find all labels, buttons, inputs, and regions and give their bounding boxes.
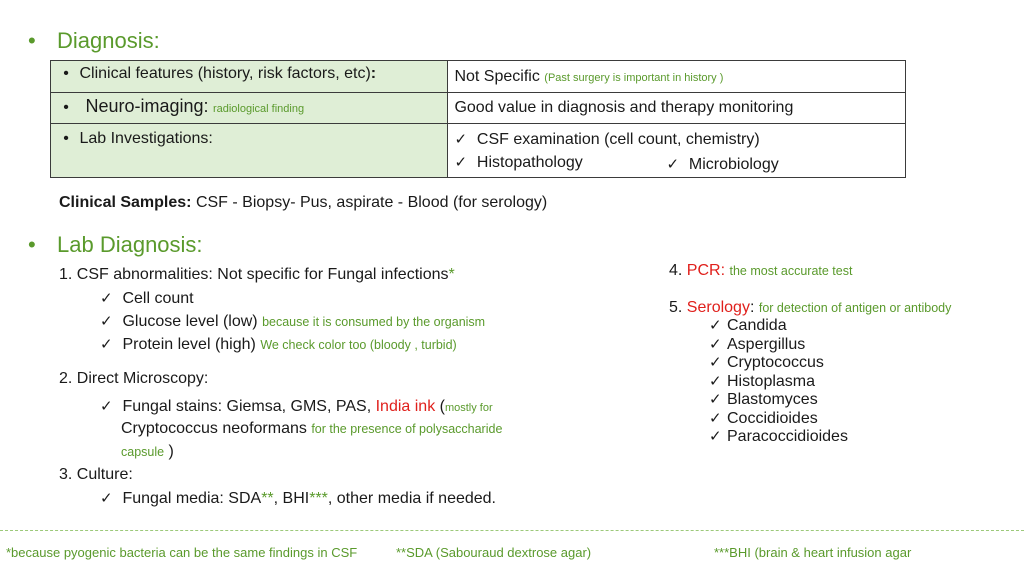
check-icon: ✓: [709, 391, 722, 408]
radiological-note: radiological finding: [212, 103, 305, 115]
protein-note: We check color too (bloody , turbid): [260, 338, 457, 352]
footer-divider: [0, 530, 1024, 531]
list-item: [709, 428, 848, 447]
clinical-samples-label: Clinical Samples:: [59, 194, 192, 211]
india-ink-text: India ink: [375, 398, 436, 415]
mostly-for-note: mostly for: [444, 402, 493, 414]
neuro-imaging-label: Neuro-imaging:: [85, 96, 209, 116]
pcr-label: PCR:: [686, 262, 726, 279]
csf-title-text: 1. CSF abnormalities: Not specific for Fungal infections: [59, 266, 449, 283]
pcr-note: the most accurate test: [729, 264, 853, 278]
paren-close: ): [168, 443, 174, 460]
microscopy-line-2: [121, 420, 502, 438]
csf-exam-item: CSF examination (cell count, chemistry): [476, 131, 760, 148]
bullet-glyph: •: [28, 28, 36, 53]
check-icon: ✓: [100, 398, 113, 415]
check-icon: ✓: [100, 313, 113, 330]
list-item: [100, 335, 457, 354]
list-item: [100, 489, 496, 508]
fungal-media-text: Fungal media: SDA: [122, 490, 262, 507]
check-icon: ✓: [454, 154, 468, 171]
clinical-samples-text: CSF - Biopsy- Pus, aspirate - Blood (for serology): [195, 194, 548, 211]
serology-number: 5.: [669, 299, 683, 316]
histoplasma-item: Histoplasma: [727, 372, 816, 390]
capsule-note: capsule: [121, 445, 165, 459]
lab-investigations-label: Lab Investigations:: [79, 130, 213, 147]
list-item: [709, 336, 848, 355]
check-icon: ✓: [100, 336, 113, 353]
bhi-stars: ***: [309, 490, 328, 507]
histopathology-item: Histopathology: [476, 154, 583, 171]
aspergillus-item: Aspergillus: [727, 335, 806, 353]
blastomyces-item: Blastomyces: [727, 391, 818, 408]
pcr-number: 4.: [669, 262, 683, 279]
list-item: [709, 317, 848, 336]
lab-diagnosis-heading: Lab Diagnosis:: [57, 232, 203, 257]
paren-open: (: [439, 398, 445, 415]
colon: :: [370, 65, 377, 82]
table-row: [51, 124, 906, 178]
polysaccharide-note: for the presence of polysaccharide: [311, 422, 503, 436]
table-row: [51, 61, 906, 93]
clinical-features-label: Clinical features (history, risk factors, etc): [79, 65, 371, 82]
footnote-2: **SDA (Sabouraud dextrose agar): [396, 545, 592, 560]
glucose-item: Glucose level (low): [122, 313, 258, 330]
microscopy-line-3: [121, 443, 174, 461]
cryptococcus-neoformans-text: Cryptococcus neoformans: [121, 420, 307, 437]
bullet-glyph: •: [28, 232, 36, 257]
list-item: [709, 373, 848, 392]
cell-count-item: Cell count: [122, 290, 194, 307]
bhi-text: , BHI: [273, 490, 310, 507]
check-icon: ✓: [709, 335, 722, 353]
csf-star: *: [448, 266, 455, 283]
csf-title: [59, 266, 455, 284]
table-row: [51, 93, 906, 124]
diagnosis-heading: Diagnosis:: [57, 28, 160, 53]
footnote-1: *because pyogenic bacteria can be the same findings in CSF: [6, 545, 358, 560]
serology-list: [709, 317, 848, 447]
sda-stars: **: [261, 490, 274, 507]
clinical-samples-line: [59, 194, 547, 212]
list-item: [100, 312, 485, 331]
coccidioides-item: Coccidioides: [727, 409, 818, 427]
candida-item: Candida: [727, 317, 787, 334]
serology-note: for detection of antigen or antibody: [758, 301, 952, 315]
check-icon: ✓: [100, 490, 113, 507]
bullet-glyph: •: [63, 65, 69, 82]
check-icon: ✓: [100, 290, 113, 307]
other-media-text: , other media if needed.: [327, 490, 496, 507]
paracoccidioides-item: Paracoccidioides: [727, 428, 848, 445]
bullet-glyph: •: [63, 99, 69, 116]
cryptococcus-item: Cryptococcus: [727, 354, 824, 371]
colon: :: [749, 299, 755, 316]
serology-line: [669, 299, 951, 317]
pcr-line: [669, 262, 852, 280]
check-icon: ✓: [709, 317, 722, 334]
list-item: [100, 397, 493, 416]
check-icon: ✓: [666, 156, 680, 173]
check-icon: ✓: [709, 372, 722, 390]
protein-item: Protein level (high): [122, 336, 256, 353]
list-item: [100, 289, 194, 308]
list-item: [709, 354, 848, 373]
list-item: [709, 410, 848, 429]
past-surgery-note: (Past surgery is important in history ): [544, 72, 724, 84]
fungal-stains-text: Fungal stains: Giemsa, GMS, PAS,: [122, 398, 372, 415]
diagnosis-table: [50, 60, 906, 178]
list-item: [709, 391, 848, 410]
glucose-note: because it is consumed by the organism: [262, 315, 486, 329]
serology-label: Serology: [686, 299, 750, 316]
microscopy-title: 2. Direct Microscopy:: [59, 370, 209, 387]
check-icon: ✓: [454, 131, 468, 148]
not-specific-text: Not Specific: [454, 68, 540, 85]
check-icon: ✓: [709, 354, 722, 371]
culture-title: 3. Culture:: [59, 466, 133, 483]
good-value-text: Good value in diagnosis and therapy monitoring: [454, 99, 794, 116]
bullet-glyph: •: [63, 130, 69, 147]
footnote-3: ***BHI (brain & heart infusion agar: [714, 545, 912, 560]
check-icon: ✓: [709, 428, 722, 445]
microbiology-item: Microbiology: [688, 156, 779, 173]
check-icon: ✓: [709, 409, 722, 427]
